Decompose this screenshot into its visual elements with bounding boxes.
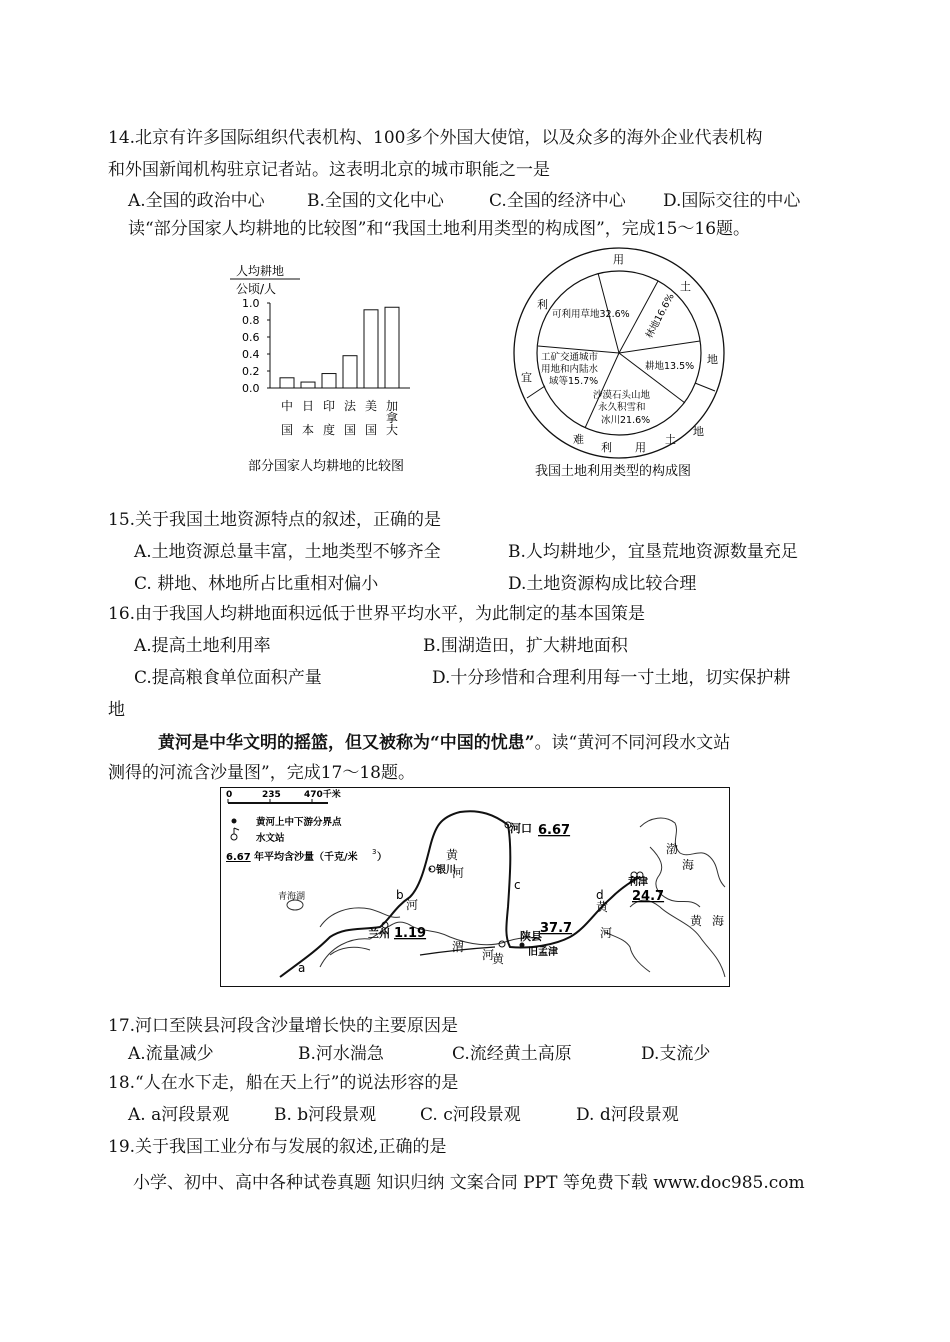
segment-d: d bbox=[596, 888, 604, 902]
bar-category-char: 中 bbox=[281, 399, 294, 413]
q16-option-d-wrap: 地 bbox=[108, 700, 125, 720]
value-hekou: 6.67 bbox=[538, 823, 571, 838]
q14-option-b: B.全国的文化中心 bbox=[307, 191, 444, 211]
bar-category-char: 本 bbox=[302, 423, 315, 437]
q14-option-d: D.国际交往的中心 bbox=[663, 191, 801, 211]
legend-sediment-sup: 3 bbox=[372, 848, 377, 856]
bar-category-char: 印 bbox=[323, 399, 336, 413]
pie-seg-farmland: 耕地13.5% bbox=[645, 361, 695, 372]
pie-seg-desert-1: 沙漠石头山地 bbox=[593, 390, 651, 401]
page-footer: 小学、初中、高中各种试卷真题 知识归纳 文案合同 PPT 等免费下载 www.doc985.com bbox=[133, 1173, 805, 1193]
legend-boundary: 黄河上中下游分界点 bbox=[256, 817, 342, 828]
q18-stem: 18.“人在水下走，船在天上行”的说法形容的是 bbox=[108, 1073, 459, 1093]
q18-option-b: B. b河段景观 bbox=[274, 1105, 377, 1125]
bar-ylabel-unit: 公顷/人 bbox=[236, 282, 277, 296]
bar-category-char: 国 bbox=[365, 423, 378, 437]
label-lijin: 利津 bbox=[628, 877, 648, 888]
scale-235: 235 bbox=[262, 790, 281, 800]
segment-c: c bbox=[514, 878, 521, 892]
q18-option-c: C. c河段景观 bbox=[420, 1105, 521, 1125]
bar-caption: 部分国家人均耕地的比较图 bbox=[248, 459, 405, 474]
label-weihe-2: 河 bbox=[482, 948, 495, 962]
bar-category-char: 加 bbox=[386, 399, 399, 413]
q14-stem-line1: 14.北京有许多国际组织代表机构、100多个外国大使馆，以及众多的海外企业代表机构 bbox=[108, 128, 763, 148]
pie-outer-left-1: 利 bbox=[537, 298, 548, 311]
legend-station: 水文站 bbox=[256, 833, 285, 844]
bar-ylabel-top: 人均耕地 bbox=[236, 264, 285, 278]
pie-seg-industry-3: 域等15.7% bbox=[549, 376, 599, 387]
pie-outer-bottom-1: 难 bbox=[573, 433, 584, 446]
segment-b: b bbox=[396, 888, 404, 902]
label-yinchuan: 银川 bbox=[436, 865, 456, 876]
pie-outer-top-1: 用 bbox=[613, 253, 624, 266]
pie-outer-bottom-2: 利 bbox=[601, 441, 612, 454]
pie-seg-industry-2: 用地和内陆水 bbox=[541, 364, 599, 375]
bar-1 bbox=[301, 382, 315, 388]
label-he-2: 河 bbox=[406, 898, 419, 912]
bar-ytick-label: 0.0 bbox=[242, 382, 260, 395]
pie-seg-desert-3: 冰川21.6% bbox=[601, 415, 651, 426]
q15-option-d: D.土地资源构成比较合理 bbox=[508, 574, 697, 594]
intro-17-18-bold: 黄河是中华文明的摇篮，但又被称为“中国的忧患” bbox=[158, 733, 535, 753]
q17-option-d: D.支流少 bbox=[641, 1044, 711, 1064]
q15-option-b: B.人均耕地少，宜垦荒地资源数量充足 bbox=[508, 542, 798, 562]
bar-5 bbox=[385, 307, 399, 388]
intro-17-18-line1 bbox=[158, 732, 730, 754]
label-huanghai-1: 黄 bbox=[690, 914, 703, 928]
q15-stem: 15.关于我国土地资源特点的叙述，正确的是 bbox=[108, 510, 442, 530]
label-huang-1: 黄 bbox=[446, 848, 459, 862]
pie-caption: 我国土地利用类型的构成图 bbox=[535, 464, 692, 479]
boundary-jiumengjin-icon bbox=[520, 943, 525, 948]
pie-outer-top-2: 土 bbox=[680, 280, 691, 293]
q16-option-d: D.十分珍惜和合理利用每一寸土地，切实保护耕 bbox=[432, 668, 791, 688]
intro-17-18-rest: 。读“黄河不同河段水文站 bbox=[534, 733, 731, 753]
label-lanzhou: 兰州 bbox=[368, 927, 390, 940]
pie-outer-bottom-3: 用 bbox=[635, 441, 646, 454]
bar-category-char: 大 bbox=[386, 423, 399, 437]
q16-option-c: C.提高粮食单位面积产量 bbox=[134, 668, 322, 688]
bar-ytick-label: 0.8 bbox=[242, 314, 260, 327]
legend-dot-icon bbox=[232, 819, 237, 824]
bar-3 bbox=[343, 356, 357, 388]
label-weihe-1: 渭 bbox=[452, 940, 465, 954]
bar-ytick-label: 0.4 bbox=[242, 348, 260, 361]
q16-option-b: B.围湖造田，扩大耕地面积 bbox=[423, 636, 628, 656]
bar-4 bbox=[364, 310, 378, 388]
bar-category-char: 日 bbox=[302, 399, 315, 413]
bar-category-char: 国 bbox=[344, 423, 357, 437]
q14-option-a: A.全国的政治中心 bbox=[128, 191, 265, 211]
bar-chart bbox=[220, 255, 440, 480]
scale-470: 470千米 bbox=[304, 790, 341, 800]
q17-stem: 17.河口至陕县河段含沙量增长快的主要原因是 bbox=[108, 1016, 459, 1036]
pie-outer-bottom-4: 土 bbox=[665, 433, 676, 446]
intro-15-16: 读“部分国家人均耕地的比较图”和“我国土地利用类型的构成图”，完成15～16题。 bbox=[128, 219, 751, 239]
q17-option-a: A.流量减少 bbox=[128, 1044, 214, 1064]
bar-category-char: 拿 bbox=[386, 411, 399, 425]
bar-ytick-label: 0.6 bbox=[242, 331, 260, 344]
value-shanxian: 37.7 bbox=[540, 921, 573, 936]
label-shanxian: 陕县 bbox=[520, 930, 542, 943]
bar-0 bbox=[280, 378, 294, 388]
legend-sample-value: 6.67 bbox=[226, 852, 251, 863]
q17-option-b: B.河水湍急 bbox=[298, 1044, 384, 1064]
value-lanzhou: 1.19 bbox=[394, 926, 427, 941]
bar-category-char: 度 bbox=[323, 423, 336, 437]
bar-category-char: 美 bbox=[365, 399, 378, 413]
segment-a: a bbox=[298, 961, 306, 975]
label-he-1: 河 bbox=[452, 866, 465, 880]
pie-seg-grassland: 可利用草地32.6% bbox=[552, 309, 630, 320]
label-huanghai-2: 海 bbox=[712, 914, 725, 928]
label-jiumengjin: 旧孟津 bbox=[528, 947, 558, 958]
pie-seg-industry-1: 工矿交通城市 bbox=[541, 352, 599, 363]
label-he-3: 河 bbox=[600, 926, 613, 940]
pie-outer-top-3: 地 bbox=[707, 353, 718, 366]
label-qinghai: 青海湖 bbox=[278, 892, 306, 902]
bar-ytick-label: 1.0 bbox=[242, 297, 260, 310]
pie-outer-bottom-5: 地 bbox=[693, 425, 704, 438]
legend-sediment: 年平均含沙量（千克/米 bbox=[254, 852, 358, 863]
label-bohai-1: 渤 bbox=[666, 842, 679, 856]
pie-seg-desert-2: 永久积雪和 bbox=[598, 402, 646, 413]
q14-option-c: C.全国的经济中心 bbox=[489, 191, 626, 211]
pie-outer-left-2: 宜 bbox=[521, 371, 532, 384]
bar-2 bbox=[322, 374, 336, 388]
pie-seg-forest: 林地16.6% bbox=[643, 291, 677, 341]
label-huang-2: 黄 bbox=[492, 952, 505, 966]
q14-stem-line2: 和外国新闻机构驻京记者站。这表明北京的城市职能之一是 bbox=[108, 160, 550, 180]
q16-stem: 16.由于我国人均耕地面积远低于世界平均水平，为此制定的基本国策是 bbox=[108, 604, 646, 624]
value-lijin: 24.7 bbox=[632, 889, 665, 904]
bar-ytick-label: 0.2 bbox=[242, 365, 260, 378]
legend-sediment-close: ） bbox=[377, 852, 387, 863]
yellow-river-map bbox=[220, 787, 730, 987]
q15-option-a: A.土地资源总量丰富，土地类型不够齐全 bbox=[134, 542, 441, 562]
scale-0: 0 bbox=[226, 790, 233, 800]
label-bohai-2: 海 bbox=[682, 858, 695, 872]
q15-option-c: C. 耕地、林地所占比重相对偏小 bbox=[134, 574, 379, 594]
q18-option-a: A. a河段景观 bbox=[128, 1105, 230, 1125]
bar-category-char: 法 bbox=[344, 399, 357, 413]
pie-chart bbox=[505, 243, 735, 483]
label-hekou: 河口 bbox=[510, 822, 532, 835]
q18-option-d: D. d河段景观 bbox=[576, 1105, 679, 1125]
q16-option-a: A.提高土地利用率 bbox=[134, 636, 271, 656]
intro-17-18-line2: 测得的河流含沙量图”，完成17～18题。 bbox=[108, 763, 415, 783]
bar-category-char: 国 bbox=[281, 423, 294, 437]
q17-option-c: C.流经黄土高原 bbox=[452, 1044, 572, 1064]
q19-stem: 19.关于我国工业分布与发展的叙述,正确的是 bbox=[108, 1137, 447, 1157]
label-huang-3: 黄 bbox=[596, 900, 609, 914]
